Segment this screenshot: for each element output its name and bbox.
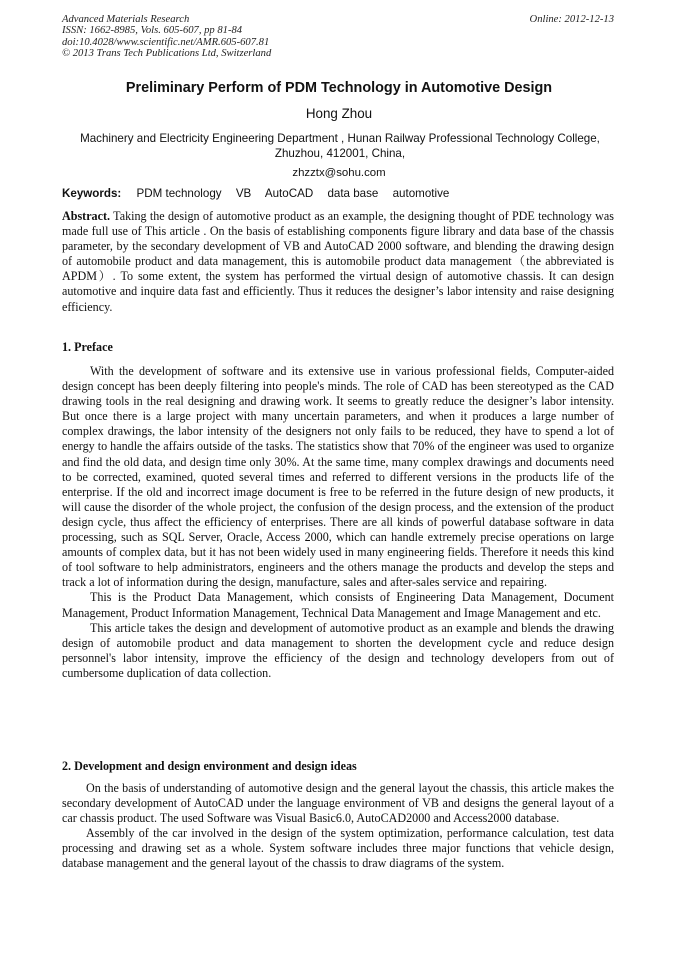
doi-line: doi:10.4028/www.scientific.net/AMR.605-607.81	[62, 36, 270, 48]
affiliation: Machinery and Electricity Engineering Department , Hunan Railway Professional Technology College, Zhuzhou, 412001, China,	[80, 132, 600, 160]
abstract-text: Taking the design of automotive product as an example, the designing thought of PDE technology was made full use of This article . On the basis of establishing components figure library and data base of the chassis parameter, by the secondary development of VB and AutoCAD 2000 software, and blending the drawing design of automobile product and data management, this is automobile product data management（the abbreviated is APDM）. To some extent, the system has performed the virtual design of automotive chassis. It can design automotive and inquire data fast and efficiently. Thus it reduces the designer’s labor intensity and raise designing efficiency.	[62, 209, 614, 314]
paragraph: This is the Product Data Management, which consists of Engineering Data Management, Document Management, Product Information Management, Technical Data Management and Image Management and etc.	[62, 590, 614, 620]
paragraph: This article takes the design and development of automotive product as an example and blends the drawing design of automobile product and data management to shorten the development cycle and reduce design personnel's labor intensity, improve the efficiency of the design and technology developers from out of cumbersome duplication of data collection.	[62, 620, 614, 680]
keyword: VB	[235, 187, 252, 200]
abstract	[62, 209, 614, 315]
author-email: zhzztx@sohu.com	[292, 167, 386, 179]
paragraph: With the development of software and its extensive use in various professional fields, Computer-aided design concept has been deeply filtering into people's minds. The role of CAD has been stereotyped as the CAD drawing tools in the real designing and drawing work. It seems to greatly reduce the designer’s labor intensity. But once there is a large project with many uncertain parameters, and when it produces a large number of complex drawings, the labor intensity of the designers not only fails to be reduced, they have to spend a lot of energy to handle the affairs outside of the tasks. The statistics show that 70% of the engineer was used to organize and find the old data, and design time only 30%. At the same time, many complex drawings and documents need to be corrected, examined, quoted several times and referred to different versions in the products life of the enterprise. If the old and incorrect image document is free to be referred in the future design of new products, it will cause the disorder of the whole project, the confusion of the design process, and the extension of the product design cycle, thus affect the efficiency of enterprises. There are all kinds of powerful database software in data processing, such as SQL Server, Oracle, Access 2000, which can handle extremely precise operations on large amounts of complex data, but it has not been widely used in many engineering fields. Therefore it needs this kind of tool software to help administrators, engineers and the others manage the products and develop the steps and track a lot of information during the design, manufacture, sales and after-sales service and repairing.	[62, 364, 614, 590]
author-name: Hong Zhou	[305, 106, 373, 121]
keyword: AutoCAD	[264, 187, 314, 200]
journal-header	[62, 14, 271, 60]
paper-title: Preliminary Perform of PDM Technology in Automotive Design	[125, 80, 553, 96]
section-preface-body	[62, 364, 614, 681]
paragraph: Assembly of the car involved in the design of the system optimization, performance calculation, test data processing and drawing set as a whole. System software includes three major functions that vehicle design, database management and the general layout of the chassis to draw diagrams of the system.	[62, 826, 614, 871]
issn-line: ISSN: 1662-8985, Vols. 605-607, pp 81-84	[62, 25, 243, 37]
paragraph: On the basis of understanding of automotive design and the general layout the chassis, this article makes the secondary development of AutoCAD under the language environment of VB and designs the general layout of a car chassis product. The used Software was Visual Basic6.0, AutoCAD2000 and Access2000 database.	[62, 781, 614, 826]
keyword: PDM technology	[136, 187, 222, 200]
section-heading-environment: 2. Development and design environment and design ideas	[62, 759, 357, 773]
section-heading-preface: 1. Preface	[62, 340, 113, 354]
section-environment-body	[62, 781, 614, 872]
keywords-line	[62, 187, 618, 200]
copyright-line: © 2013 Trans Tech Publications Ltd, Switzerland	[62, 48, 272, 60]
journal-name: Advanced Materials Research	[62, 14, 190, 25]
online-date: Online: 2012-12-13	[529, 14, 614, 25]
keywords-label: Keywords:	[62, 187, 122, 200]
keyword: data base	[327, 187, 379, 200]
abstract-label: Abstract.	[62, 209, 111, 223]
keyword: automotive	[392, 187, 450, 200]
